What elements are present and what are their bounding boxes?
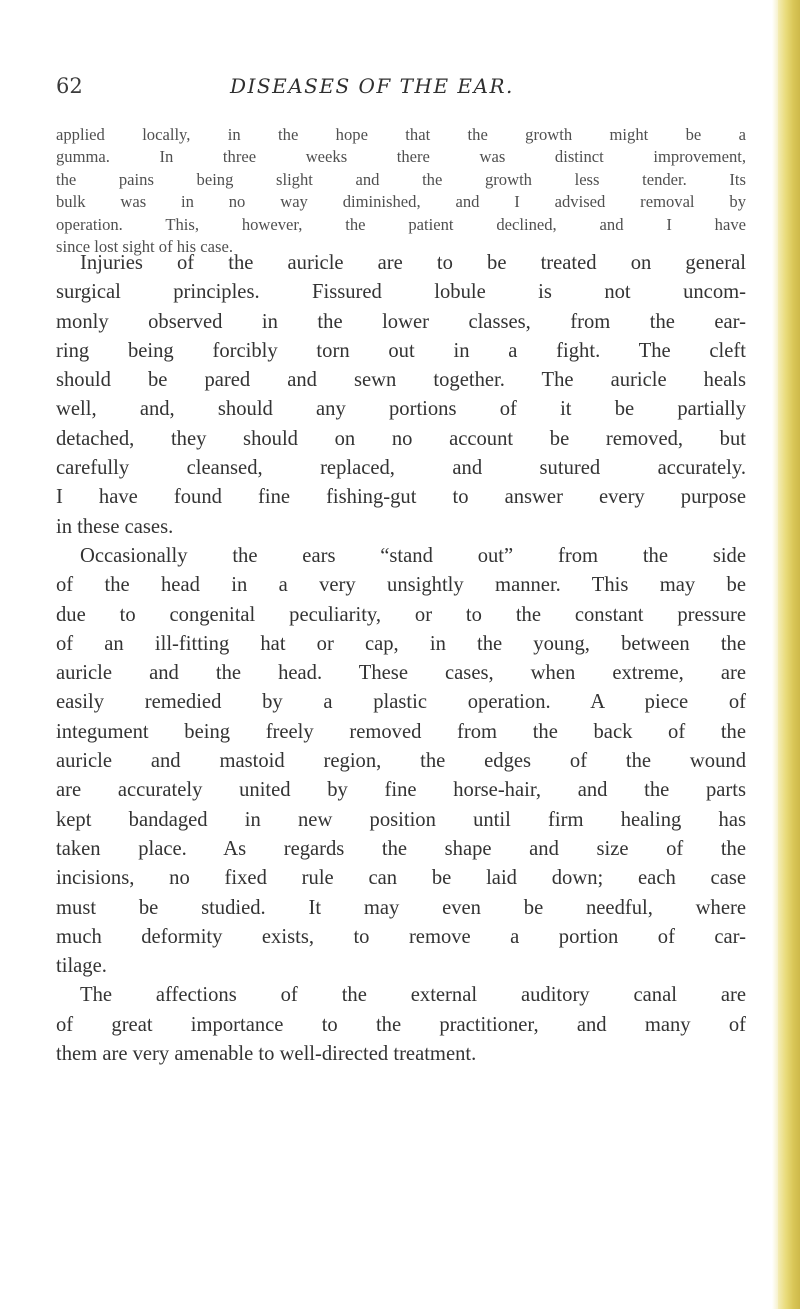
text-line: Injuries of the auricle are to be treated on general: [80, 252, 746, 274]
text-line: bulk was in no way diminished, and I advised removal by: [56, 192, 746, 212]
text-line: easily remedied by a plastic operation. A piece of: [56, 691, 746, 714]
text-line: them are very amenable to well-directed treatment.: [56, 1043, 477, 1066]
text-line: ring being forcibly torn out in a fight. The cleft: [56, 339, 746, 362]
text-line: due to congenital peculiarity, or to the constant pressure: [56, 603, 746, 626]
text-line: since lost sight of his case.: [56, 237, 233, 257]
text-line: I have found fine fishing-gut to answer every purpose: [56, 486, 746, 509]
text-line: well, and, should any portions of it be partially: [56, 398, 746, 421]
text-line: much deformity exists, to remove a portion of car-: [56, 925, 746, 948]
text-line: should be pared and sewn together. The auricle heals: [56, 369, 746, 392]
paragraph-gumma-case: [56, 124, 746, 258]
text-line: taken place. As regards the shape and size of the: [56, 837, 746, 860]
text-line: must be studied. It may even be needful, where: [56, 896, 746, 919]
text-line: carefully cleansed, replaced, and sutured accurately.: [56, 457, 746, 480]
page-number: 62: [56, 74, 83, 98]
text-line: incisions, no fixed rule can be laid down; each case: [56, 867, 746, 890]
text-line: auricle and mastoid region, the edges of the wound: [56, 750, 746, 773]
text-line: detached, they should on no account be removed, but: [56, 427, 746, 450]
text-line: applied locally, in the hope that the growth might be a: [56, 125, 746, 144]
text-line: surgical principles. Fissured lobule is not uncom-: [56, 281, 746, 304]
text-line: are accurately united by fine horse-hair, and the parts: [56, 779, 746, 802]
text-line: monly observed in the lower classes, from the ear-: [56, 310, 746, 333]
page-header: [56, 74, 756, 114]
text-line: auricle and the head. These cases, when extreme, are: [56, 662, 746, 685]
text-line: The affections of the external auditory canal are: [80, 984, 746, 1007]
paragraph-injuries: [56, 249, 746, 542]
text-line: the pains being slight and the growth less tender. Its: [56, 169, 746, 189]
text-line: of the head in a very unsightly manner. This may be: [56, 574, 746, 597]
text-line: in these cases.: [56, 515, 174, 538]
page-edge-shading: [778, 0, 800, 1309]
text-line: kept bandaged in new position until firm healing has: [56, 808, 746, 831]
text-line: of an ill-fitting hat or cap, in the young, between the: [56, 632, 746, 655]
paragraph-ears-stand-out: [56, 542, 746, 981]
paragraph-affections: [56, 981, 746, 1069]
text-line: tilage.: [56, 955, 107, 978]
running-head: DISEASES OF THE EAR.: [230, 74, 514, 98]
main-text: [56, 249, 746, 1069]
text-line: operation. This, however, the patient declined, and I have: [56, 214, 746, 234]
text-line: of great importance to the practitioner, and many of: [56, 1013, 746, 1036]
text-line: Occasionally the ears “stand out” from the side: [80, 544, 746, 567]
text-line: gumma. In three weeks there was distinct improvement,: [56, 147, 746, 167]
text-line: integument being freely removed from the back of the: [56, 720, 746, 743]
